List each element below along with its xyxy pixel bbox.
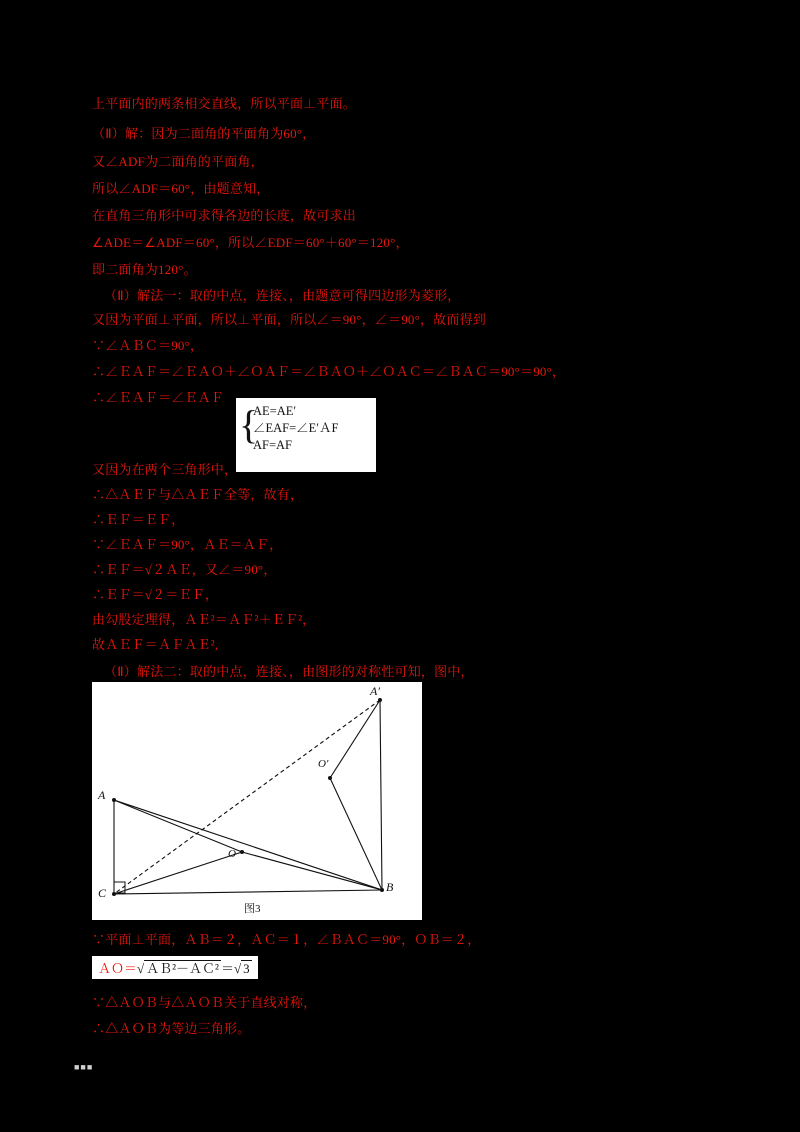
condition-row: AF=AF xyxy=(253,438,293,452)
equals-sign: ＝ xyxy=(220,961,234,976)
figure-label-B: B xyxy=(386,880,394,894)
geometry-figure xyxy=(92,682,422,920)
text-line: 故ＡＥＦ＝ＡＦＡＥ², xyxy=(92,637,219,652)
condition-row: ∠EAF=∠E′ＡF xyxy=(253,421,339,435)
congruence-conditions-box xyxy=(236,398,376,472)
text-line: ∵△ＡＯＢ与△ＡＯＢ关于直线对称， xyxy=(92,995,317,1010)
ao-formula xyxy=(92,956,258,979)
text-line: ∠ADE＝∠ADF＝60°，所以∠EDF＝60°＋60°＝120°， xyxy=(92,235,409,250)
text-line: ∴∠ＥＡＦ＝∠ＥＡＦ xyxy=(92,390,225,405)
result-radicand: 3 xyxy=(243,961,250,976)
page-footer-mark: ■■■ xyxy=(74,1062,94,1072)
text-line: ∵平面⊥平面，ＡＢ＝２，ＡＣ＝１，∠ＢＡＣ＝90°，ＯＢ＝２， xyxy=(92,932,481,947)
text-line: ∴ＥＦ＝√２＝ＥＦ， xyxy=(92,587,219,602)
text-line: ∴△ＡＥＦ与△ＡＥＦ全等，故有， xyxy=(92,487,304,502)
radical-symbol: √ xyxy=(137,961,145,976)
text-line: 上平面内的两条相交直线，所以平面⊥平面。 xyxy=(92,96,357,111)
text-line: （Ⅱ）解法一：取的中点，连接、，由题意可得四边形为菱形， xyxy=(104,288,461,303)
text-line: ∴ＥＦ＝ＥＦ， xyxy=(92,512,185,527)
text-line: ∴ＥＦ＝√２ＡＥ，又∠＝90°， xyxy=(92,562,277,577)
text-line: 又因为平面⊥平面，所以⊥平面，所以∠＝90°，∠＝90°，故而得到 xyxy=(92,312,486,327)
text-line: ∴△ＡＯＢ为等边三角形。 xyxy=(92,1021,251,1036)
text-line: 所以∠ADF＝60°，由题意知， xyxy=(92,181,270,196)
figure-label-A: A xyxy=(98,788,106,802)
text-line: （Ⅱ）解法二：取的中点，连接、，由图形的对称性可知，图中， xyxy=(104,664,474,679)
text-line: （Ⅱ）解：因为二面角的平面角为60°， xyxy=(92,126,316,141)
radicand-expression: ＡＢ²－ＡＣ² xyxy=(146,961,219,976)
figure-label-O: O xyxy=(228,848,236,860)
radical-symbol-2: √ xyxy=(233,961,242,976)
figure-caption: 图3 xyxy=(244,903,261,915)
ao-formula-prefix: ＡＯ＝ xyxy=(98,961,138,976)
text-line: ∵∠ＡＢＣ＝90°， xyxy=(92,338,204,353)
text-line: 即二面角为120°。 xyxy=(92,262,197,277)
text-line: 又因为在两个三角形中， xyxy=(92,462,238,477)
text-line: ∴∠ＥＡＦ＝∠ＥＡＯ＋∠ＯＡＦ＝∠ＢＡＯ＋∠ＯＡＣ＝∠ＢＡＣ＝90°＝90°， xyxy=(92,364,566,379)
text-line: ∵∠ＥＡＦ＝90°，ＡＥ＝ＡＦ， xyxy=(92,537,283,552)
text-line: 又∠ADF为二面角的平面角， xyxy=(92,154,264,169)
figure-label-O-prime: O′ xyxy=(318,758,329,770)
condition-row: AE=AE′ xyxy=(253,404,297,418)
figure-svg xyxy=(92,682,422,920)
text-line: 由勾股定理得，ＡＥ²＝ＡＦ²＋ＥＦ²， xyxy=(92,612,316,627)
left-brace-glyph: { xyxy=(239,402,259,447)
figure-label-A-prime: A′ xyxy=(370,684,380,698)
text-line: 在直角三角形中可求得各边的长度，故可求出 xyxy=(92,208,357,223)
figure-label-C: C xyxy=(98,886,107,900)
